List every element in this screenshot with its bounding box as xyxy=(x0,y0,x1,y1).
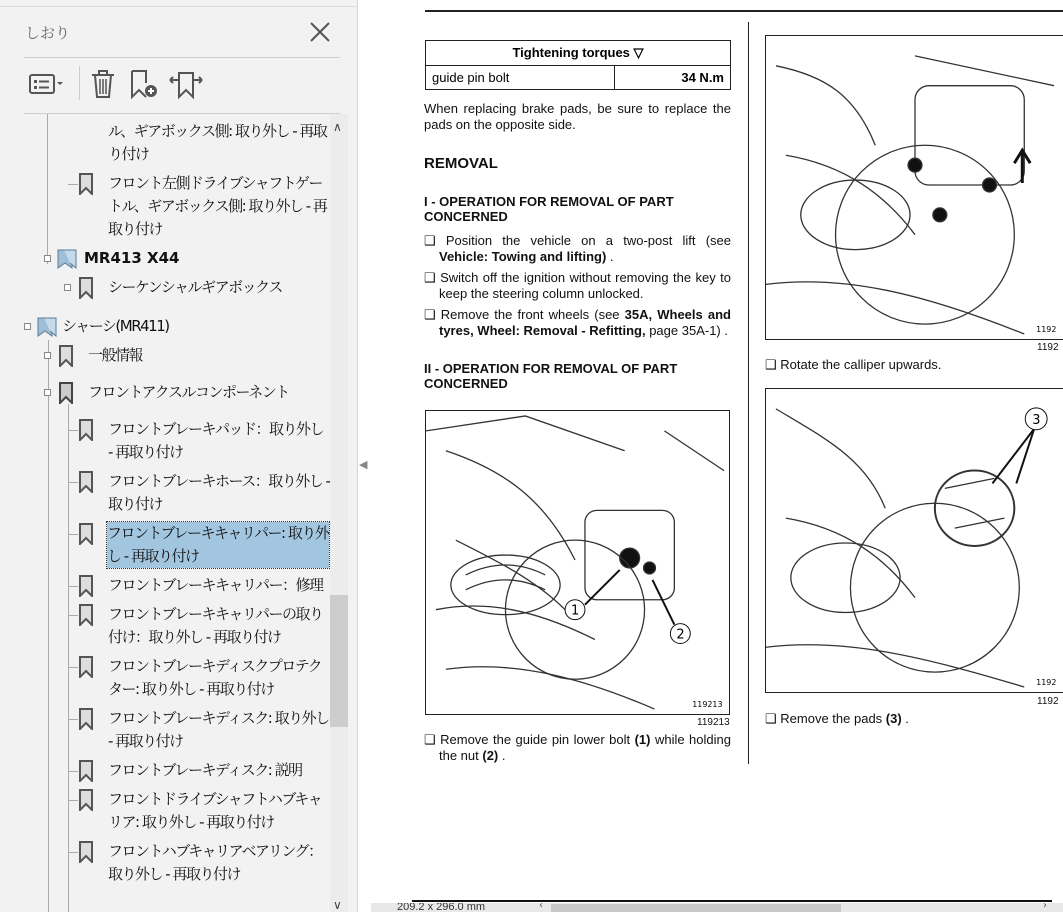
divider xyxy=(79,66,80,100)
bookmark-icon xyxy=(78,760,94,782)
expander[interactable] xyxy=(24,323,31,330)
section-heading: II - OPERATION FOR REMOVAL OF PART CONCERNED xyxy=(424,361,678,391)
bullet-item: ❑ Remove the front wheels (see 35A, Wheels and tyres, Wheel: Removal - Refitting, page 35A-1) . xyxy=(424,307,731,338)
bookmark-item[interactable]: フロントブレーキディスク: 取り外し - 再取り付け xyxy=(0,707,330,753)
torque-value: 34 N.m xyxy=(614,66,730,90)
expander[interactable] xyxy=(44,389,51,396)
bookmark-icon xyxy=(78,523,94,545)
bookmarks-panel xyxy=(0,0,358,912)
figure-pads-removal xyxy=(765,388,1063,693)
bookmark-icon xyxy=(78,471,94,493)
figure-caliper-rotate xyxy=(765,35,1063,340)
bookmark-icon xyxy=(78,173,94,195)
bookmark-icon xyxy=(78,277,94,299)
bookmark-item-mr413[interactable]: MR413 X44 xyxy=(0,247,330,270)
bookmark-icon xyxy=(78,789,94,811)
bookmark-item[interactable]: フロントハブキャリアベアリング：取り外し - 再取り付け xyxy=(0,840,330,886)
status-bar xyxy=(371,903,1063,912)
figure-number: 1192 xyxy=(1036,325,1057,335)
bookmark-item-selected[interactable]: フロントブレーキキャリパー: 取り外し - 再取り付け xyxy=(0,522,330,568)
torque-symbol-icon: ▽ xyxy=(633,45,644,60)
new-bookmark-icon[interactable] xyxy=(128,66,162,102)
bookmark-item[interactable]: フロントアクスルコンポーネント xyxy=(0,381,330,404)
bullet-item: ❑ Position the vehicle on a two-post lift (see Vehicle: Towing and lifting) . xyxy=(424,233,731,264)
bookmark-scrollbar[interactable] xyxy=(330,114,348,912)
bookmark-icon xyxy=(78,656,94,678)
document-view xyxy=(371,0,1063,903)
bookmark-item[interactable]: フロントブレーキパッド：取り外し - 再取り付け xyxy=(0,418,330,464)
callout-3: 3 xyxy=(1032,412,1041,428)
bookmark-item-chassis[interactable]: シャーシ(MR411) xyxy=(0,315,330,338)
figure-number: 1192 xyxy=(1036,678,1057,688)
page-size: 209.2 x 296.0 mm xyxy=(397,903,486,912)
bullet-item: ❑ Remove the guide pin lower bolt (1) while holding the nut (2) . xyxy=(424,732,731,763)
bookmark-item[interactable]: フロントドライブシャフトハブキャリア: 取り外し - 再取り付け xyxy=(0,788,330,834)
bookmark-icon xyxy=(78,604,94,626)
figure-number: 1192 xyxy=(1037,342,1059,353)
bookmark-item[interactable]: フロントブレーキディスクプロテクター: 取り外し - 再取り付け xyxy=(0,655,330,701)
expand-bookmark-icon[interactable] xyxy=(168,66,204,102)
note-text: When replacing brake pads, be sure to replace the pads on the opposite side. xyxy=(424,101,731,132)
figure-number: 1192 xyxy=(1037,696,1059,707)
column-divider xyxy=(748,22,749,764)
bookmark-item[interactable]: 一般情報 xyxy=(0,344,330,367)
figure-caliper-bolts xyxy=(425,410,730,715)
bookmark-icon xyxy=(78,575,94,597)
divider xyxy=(0,6,358,7)
trash-icon[interactable] xyxy=(88,66,118,102)
close-icon[interactable] xyxy=(308,20,332,44)
removal-heading: REMOVAL xyxy=(424,155,498,172)
bookmark-icon xyxy=(78,841,94,863)
scroll-down-icon[interactable]: ∨ xyxy=(333,898,342,912)
torque-table-header: Tightening torques xyxy=(512,45,630,60)
bookmark-item[interactable]: フロントブレーキキャリパー：修理 xyxy=(0,574,330,597)
options-menu-icon[interactable] xyxy=(27,66,67,102)
callout-1: 1 xyxy=(571,603,580,619)
scrollbar-thumb[interactable] xyxy=(330,595,348,727)
scroll-up-icon[interactable]: ∧ xyxy=(333,120,342,134)
bookmark-item[interactable]: フロントブレーキディスク: 説明 xyxy=(0,759,330,782)
divider xyxy=(425,10,1063,12)
bookmark-item[interactable]: フロント左側ドライブシャフトゲートル、ギアボックス側: 取り外し - 再取り付け xyxy=(0,172,330,241)
bullet-item: ❑ Remove the pads (3) . xyxy=(765,711,909,726)
panel-title: しおり xyxy=(25,24,71,42)
collapse-panel-icon[interactable]: ◀ xyxy=(359,458,368,471)
divider xyxy=(412,900,1052,902)
section-heading: I - OPERATION FOR REMOVAL OF PART CONCERNED xyxy=(424,194,674,224)
bookmark-icon xyxy=(78,419,94,441)
callout-2: 2 xyxy=(676,627,685,643)
bookmark-icon xyxy=(58,382,74,404)
bookmark-icon xyxy=(78,708,94,730)
bullet-item: ❑ Switch off the ignition without removing the key to keep the steering column unlocked. xyxy=(424,270,731,301)
bookmark-group-icon xyxy=(56,248,78,270)
bookmark-item[interactable]: ル、ギアボックス側: 取り外し - 再取り付け xyxy=(108,122,327,163)
bookmark-icon xyxy=(58,345,74,367)
expander[interactable] xyxy=(44,255,51,262)
bookmark-item[interactable]: シーケンシャルギアボックス xyxy=(0,276,330,299)
bullet-item: ❑ Rotate the calliper upwards. xyxy=(765,357,942,372)
scroll-right-icon[interactable]: › xyxy=(1043,903,1047,911)
expander[interactable] xyxy=(44,352,51,359)
divider xyxy=(24,57,340,58)
bookmark-group-icon xyxy=(36,316,58,338)
torque-label: guide pin bolt xyxy=(426,66,615,90)
expander[interactable] xyxy=(64,284,71,291)
torque-table xyxy=(425,40,731,90)
horizontal-scrollbar-thumb[interactable] xyxy=(551,904,841,912)
figure-number: 119213 xyxy=(697,717,730,728)
bookmark-item[interactable]: フロントブレーキキャリパーの取り付け：取り外し - 再取り付け xyxy=(0,603,330,649)
bookmark-tree xyxy=(0,114,330,912)
figure-number: 119213 xyxy=(692,700,723,710)
bookmark-item[interactable]: フロントブレーキホース：取り外し - 取り付け xyxy=(0,470,330,516)
scroll-left-icon[interactable]: ‹ xyxy=(539,903,543,911)
